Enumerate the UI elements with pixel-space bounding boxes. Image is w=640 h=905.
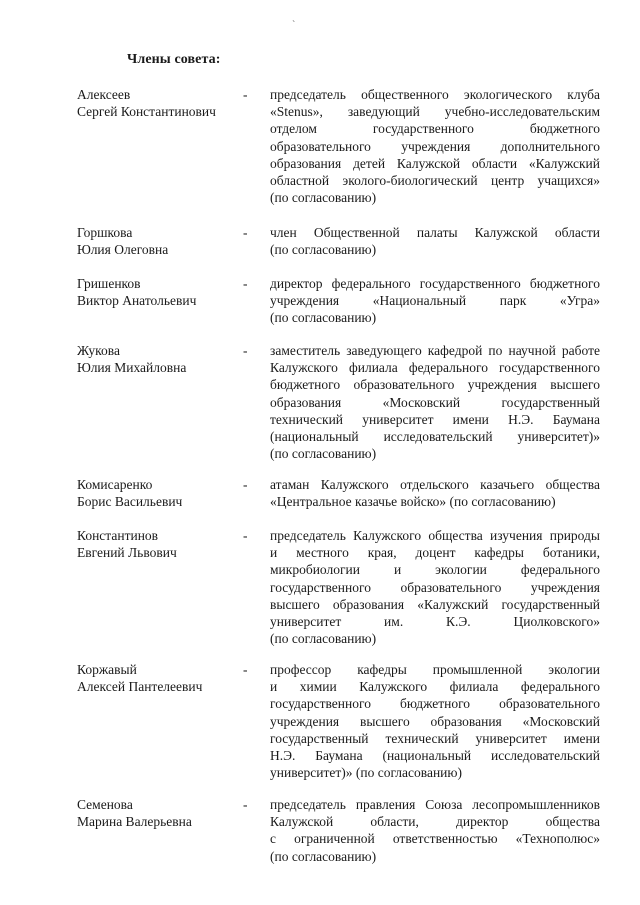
- given-names: Юлия Олеговна: [77, 242, 169, 258]
- member-name: [77, 661, 247, 695]
- member-name: [77, 275, 247, 309]
- surname: Жукова: [77, 343, 120, 358]
- member-name: [77, 796, 247, 830]
- member-description: [270, 224, 600, 258]
- surname: Алексеев: [77, 87, 131, 102]
- member-name: [77, 527, 247, 561]
- description-line: и местного края, доцент кафедры ботаники,: [270, 545, 600, 561]
- description-line: председатель правления Союза лесопромышленников: [270, 797, 600, 812]
- description-line: университет)» (по согласованию): [270, 765, 462, 781]
- description-line: председатель общественного экологического клуба: [270, 87, 600, 102]
- description-line: (по согласованию): [270, 848, 377, 864]
- description-line: областной эколого-биологический центр учащихся»: [270, 172, 600, 188]
- member-name: [77, 342, 247, 376]
- dash: -: [243, 662, 248, 677]
- member-description: [270, 86, 600, 206]
- dash: -: [243, 276, 248, 291]
- description-line: председатель Калужского общества изучения природы: [270, 528, 600, 543]
- dash: -: [243, 225, 248, 240]
- description-line: государственного бюджетного образовательного: [270, 696, 600, 712]
- description-line: (по согласованию): [270, 631, 377, 647]
- description-line: «Stenus», заведующий учебно-исследовательским: [270, 104, 600, 120]
- description-line: государственного образовательного учреждения: [270, 579, 600, 595]
- description-line: заместитель заведующего кафедрой по научной работе: [270, 343, 600, 358]
- description-line: (по согласованию): [270, 310, 377, 326]
- description-line: высшего образования «Калужский государственный: [270, 596, 600, 612]
- description-line: (по согласованию): [270, 242, 377, 258]
- dash: -: [243, 477, 248, 492]
- surname: Константинов: [77, 528, 159, 543]
- description-line: (по согласованию): [270, 446, 377, 462]
- member-name: [77, 224, 247, 258]
- description-line: технический университет имени Н.Э. Баумана: [270, 411, 600, 427]
- description-line: директор федерального государственного бюджетного: [270, 276, 600, 291]
- dash: -: [243, 343, 248, 358]
- description-line: Н.Э. Баумана (национальный исследовательский: [270, 747, 600, 763]
- member-description: [270, 796, 600, 865]
- description-line: Калужского филиала федерального государственного: [270, 360, 600, 376]
- description-line: отделом государственного бюджетного: [270, 121, 600, 137]
- given-names: Марина Валерьевна: [77, 814, 192, 830]
- description-line: образовательного учреждения дополнительного: [270, 138, 600, 154]
- description-line: «Центральное казачье войско» (по согласованию): [270, 494, 556, 510]
- description-line: университет им. К.Э. Циолковского»: [270, 613, 600, 629]
- dash: -: [243, 87, 248, 102]
- given-names: Сергей Константинович: [77, 104, 216, 120]
- member-name: [77, 476, 247, 510]
- dash: -: [243, 528, 248, 543]
- given-names: Юлия Михайловна: [77, 360, 187, 376]
- given-names: Евгений Львович: [77, 545, 177, 561]
- given-names: Борис Васильевич: [77, 494, 183, 510]
- member-description: [270, 527, 600, 647]
- description-line: и химии Калужского филиала федерального: [270, 679, 600, 695]
- member-description: [270, 342, 600, 462]
- description-line: учреждения высшего образования «Московский: [270, 713, 600, 729]
- description-line: государственный технический университет имени: [270, 730, 600, 746]
- surname: Горшкова: [77, 225, 133, 240]
- description-line: Калужской области, директор общества: [270, 814, 600, 830]
- member-description: [270, 476, 600, 510]
- description-line: бюджетного образовательного учреждения высшего: [270, 377, 600, 393]
- description-line: учреждения «Национальный парк «Угра»: [270, 293, 600, 309]
- description-line: с ограниченной ответственностью «Технополюс»: [270, 831, 600, 847]
- member-description: [270, 275, 600, 327]
- surname: Гришенков: [77, 276, 141, 291]
- description-line: (по согласованию): [270, 190, 377, 206]
- description-line: (национальный исследовательский университет)»: [270, 428, 600, 444]
- description-line: член Общественной палаты Калужской области: [270, 225, 600, 240]
- description-line: профессор кафедры промышленной экологии: [270, 662, 600, 677]
- member-name: [77, 86, 247, 120]
- description-line: микробиологии и экологии федерального: [270, 562, 600, 578]
- scan-mark: `: [292, 20, 296, 31]
- surname: Коржавый: [77, 662, 137, 677]
- dash: -: [243, 797, 248, 812]
- description-line: образования детей Калужской области «Калужский: [270, 155, 600, 171]
- description-line: образования «Московский государственный: [270, 394, 600, 410]
- surname: Семенова: [77, 797, 133, 812]
- surname: Комисаренко: [77, 477, 153, 492]
- section-heading: Члены совета:: [127, 52, 221, 67]
- given-names: Виктор Анатольевич: [77, 293, 197, 309]
- given-names: Алексей Пантелеевич: [77, 679, 203, 695]
- description-line: атаман Калужского отдельского казачьего общества: [270, 477, 600, 492]
- member-description: [270, 661, 600, 781]
